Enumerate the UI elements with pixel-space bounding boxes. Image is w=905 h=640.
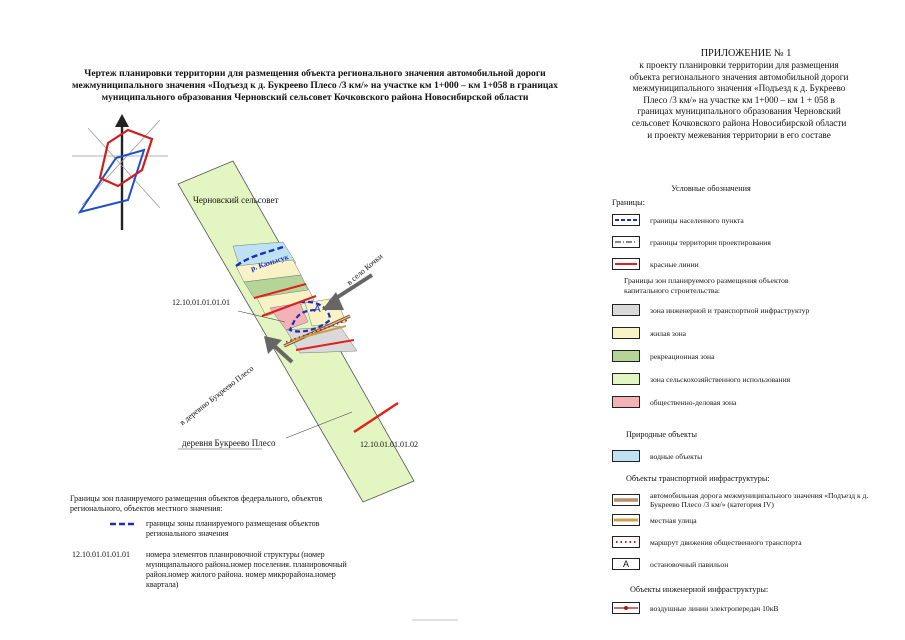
legend-label: зона сельскохозяйственного использования: [650, 374, 791, 384]
legend-natural-heading: Природные объекты: [626, 430, 697, 439]
appendix-line: сельсовет Кочковского района Новосибирской области: [631, 117, 847, 128]
to-kochki-label: в село Кочки: [345, 251, 385, 287]
legend-label: границы населенного пункта: [650, 215, 744, 225]
legend-item: [612, 236, 771, 248]
legend-item: [612, 602, 778, 614]
planning-element-number: 12.10.01.01.01.01: [172, 298, 230, 307]
legend-item: [612, 491, 880, 509]
appendix-heading: ПРИЛОЖЕНИЕ № 1: [700, 48, 792, 59]
planning-element-number: 12.10.01.01.01.02: [360, 440, 418, 449]
appendix-line: межмуниципального значения «Подъезд к д. Букреево: [632, 83, 846, 94]
appendix-line: объекта регионального значения автомобильной дороги: [629, 71, 849, 82]
legend-label: маршрут движения общественного транспорта: [650, 537, 802, 547]
river-label: р. Камысук: [249, 252, 290, 273]
pink-fill-icon: [612, 396, 640, 408]
appendix-line: границах муниципального образования Черновский: [637, 106, 841, 117]
bottom-legend-number: 12.10.01.01.01.01: [72, 550, 130, 559]
legend-item: [612, 214, 744, 226]
light-blue-fill-icon: [612, 450, 640, 462]
legend-item: [612, 536, 802, 548]
local-street-icon: [612, 514, 640, 526]
letter-a-box-icon: А: [612, 558, 640, 570]
legend-label: водные объекты: [650, 451, 703, 461]
village-council-label: Черновский сельсовет: [193, 195, 279, 205]
legend-engineering-heading: Объекты инженерной инфраструктуры:: [630, 585, 769, 594]
appendix-line: и проекту межевания территории в его составе: [647, 129, 831, 140]
legend-label: автомобильная дорога межмуниципального значения «Подъезд к д. Букреево Плесо /3 км/» (категория IV): [650, 491, 869, 509]
legend-label: рекреационная зона: [650, 351, 715, 361]
dotted-red-route-icon: [612, 536, 640, 548]
appendix-line: Плесо /3 км/» на участке км 1+000 – км 1 + 058 в: [643, 94, 835, 105]
legend-label: остановочный павильон: [650, 559, 729, 569]
legend-title: Условные обозначения: [671, 184, 751, 193]
legend-item: [612, 514, 697, 526]
legend-item: [612, 350, 715, 362]
legend-transport-heading: Объекты транспортной инфраструктуры:: [626, 474, 770, 483]
legend-label: жилая зона: [650, 328, 687, 338]
legend-label: воздушные линии электропередач 10кВ: [650, 603, 779, 613]
legend-label: границы территории проектирования: [650, 237, 771, 247]
appendix-line: к проекту планировки территории для размещения: [639, 60, 839, 70]
legend-boundaries-heading: Границы:: [612, 198, 645, 207]
legend-label: зона инженерной и транспортной инфраструктур: [650, 305, 810, 315]
legend-item: [612, 396, 736, 408]
legend-item: [612, 373, 790, 385]
legend-label: красные линии: [650, 259, 699, 269]
power-line-icon: [612, 602, 640, 614]
pavilion-letter: А: [314, 304, 321, 315]
blue-dashed-line-icon: [612, 214, 640, 226]
map-title: Чертеж планировки территории для размещения объекта регионального значения автомобильной дороги межмуниципального значения «Подъезд к д. Букреево Плесо /3 км/» на участке км 1+000 – км 1+058 в границах муниципального образования Черновский сельсовет Кочковского района Новосибирской области: [72, 68, 558, 104]
legend-item: [612, 258, 699, 270]
to-bukreevo-label: в деревню Букреево Плесо: [178, 363, 256, 428]
bottom-legend-heading: Границы зон планируемого размещения объектов федерального, объектов регионального, объектов местного значения:: [70, 494, 323, 513]
red-line-icon: [612, 258, 640, 270]
light-green-fill-icon: [612, 373, 640, 385]
legend-label: общественно-деловая зона: [650, 397, 737, 407]
legend-label: местная улица: [650, 515, 697, 525]
dash-dot-line-icon: [612, 236, 640, 248]
legend-item: [612, 450, 702, 462]
green-fill-icon: [612, 350, 640, 362]
bottom-legend-number-desc: номера элементов планировочной структуры (номер муниципального района.номер поселения. планировочный район.номер жилого района. номер микрорайона.номер квартала): [146, 550, 347, 589]
legend-zones-heading: Границы зон планируемого размещения объектов капитального строительства:: [624, 276, 789, 295]
legend-item: [612, 327, 686, 339]
legend-item: [612, 304, 809, 316]
bottom-legend-blue-label: границы зоны планируемого размещения объектов регионального значения: [146, 519, 320, 538]
village-label: деревня Букреево Плесо: [182, 438, 276, 448]
light-yellow-fill-icon: [612, 327, 640, 339]
brown-road-icon: [612, 494, 640, 506]
grey-fill-icon: [612, 304, 640, 316]
wind-rose-icon: [72, 114, 168, 230]
legend-item: [612, 558, 728, 570]
